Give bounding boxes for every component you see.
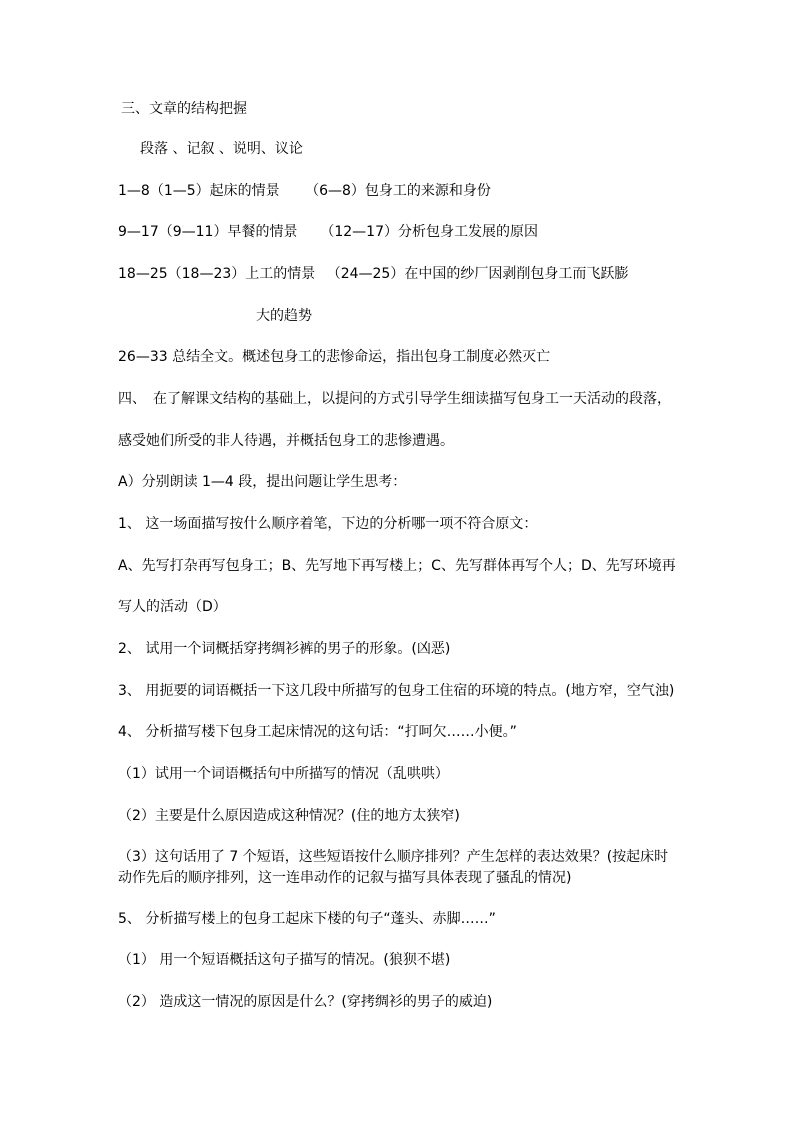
- outline-line-4: 26—33 总结全文。概述包身工的悲惨命运，指出包身工制度必然灭亡: [118, 349, 551, 365]
- question-3: 3、 用扼要的词语概括一下这几段中所描写的包身工住宿的环境的特点。(地方窄，空气浊): [118, 683, 675, 699]
- question-4-sub-3-line-2: 动作先后的顺序排列，这一连串动作的记叙与描写具体表现了骚乱的情况): [118, 870, 572, 886]
- part-a-heading: A）分别朗读 1—4 段，提出问题让学生思考：: [118, 474, 407, 490]
- section-three-types: 段落 、记叙 、说明、议论: [140, 141, 303, 157]
- section-four-line-2: 感受她们所受的非人待遇，并概括包身工的悲惨遭遇。: [118, 433, 454, 449]
- outline-line-3: 18—25（18—23）上工的情景 （24—25）在中国的纱厂因剥削包身工而飞跃膨: [118, 266, 629, 282]
- question-4: 4、 分析描写楼下包身工起床情况的这句话：“打呵欠……小便。”: [118, 724, 517, 740]
- outline-line-1: 1—8（1—5）起床的情景 （6—8）包身工的来源和身份: [118, 183, 491, 199]
- question-5-sub-1: （1） 用一个短语概括这句子描写的情况。(狼狈不堪): [118, 952, 451, 968]
- outline-line-2: 9—17（9—11）早餐的情景 （12—17）分析包身工发展的原因: [118, 224, 538, 240]
- question-4-sub-1: （1）试用一个词语概括句中所描写的情况（乱哄哄）: [118, 766, 449, 782]
- question-1-options-line-2: 写人的活动（D）: [118, 599, 227, 615]
- question-5: 5、 分析描写楼上的包身工起床下楼的句子“蓬头、赤脚……”: [118, 911, 496, 927]
- section-three-title: 三、文章的结构把握: [121, 101, 247, 117]
- question-4-sub-2: （2）主要是什么原因造成这种情况？(住的地方太狭窄): [118, 808, 460, 824]
- question-4-sub-3-line-1: （3）这句话用了 7 个短语，这些短语按什么顺序排列？产生怎样的表达效果？(按起床时: [118, 849, 669, 865]
- question-1: 1、 这一场面描写按什么顺序着笔，下边的分析哪一项不符合原文：: [118, 516, 538, 532]
- section-four-line-1: 四、 在了解课文结构的基础上，以提问的方式引导学生细读描写包身工一天活动的段落，: [118, 391, 671, 407]
- outline-line-3-continued: 大的趋势: [256, 308, 312, 324]
- question-1-options-line-1: A、先写打杂再写包身工；B、先写地下再写楼上；C、先写群体再写个人；D、先写环境再: [118, 558, 676, 574]
- question-5-sub-2: （2） 造成这一情况的原因是什么？(穿拷绸衫的男子的威迫): [118, 994, 493, 1010]
- question-2: 2、 试用一个词概括穿拷绸衫裤的男子的形象。(凶恶): [118, 641, 451, 657]
